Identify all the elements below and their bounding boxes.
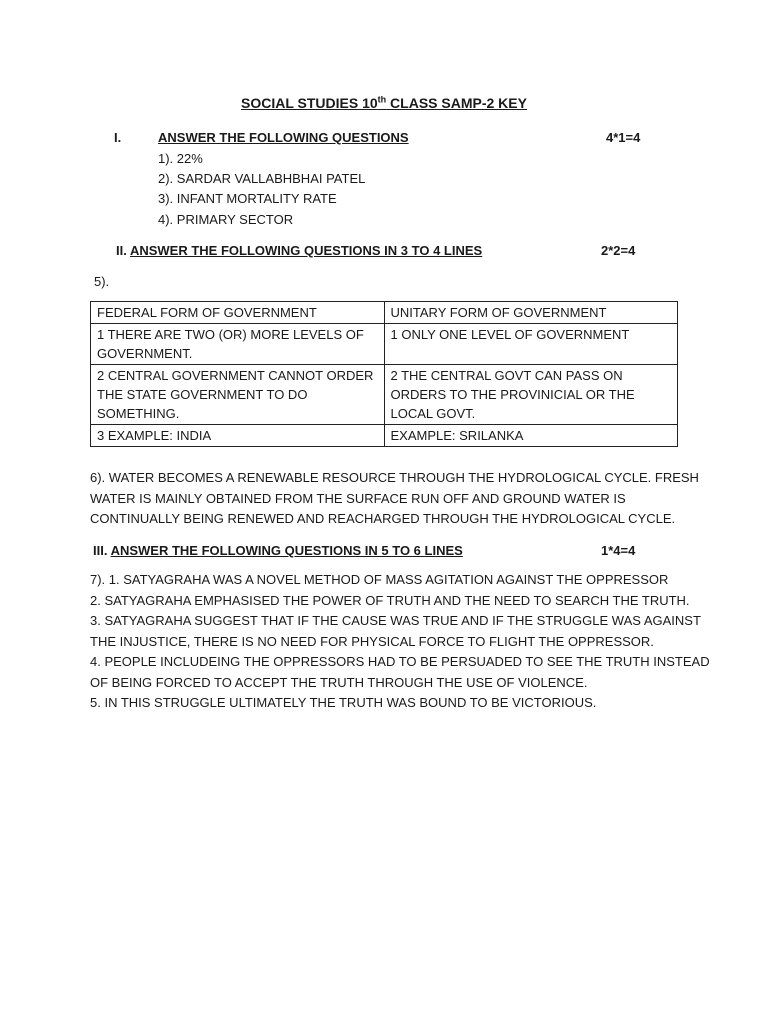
question-5-label: 5). <box>94 274 110 289</box>
section2-numeral: II. <box>116 243 130 258</box>
table-cell: EXAMPLE: SRILANKA <box>384 425 678 447</box>
section2-heading-text: ANSWER THE FOLLOWING QUESTIONS IN 3 TO 4 LINES <box>129 243 483 258</box>
section3-numeral: III. <box>93 543 111 558</box>
question-6-answer <box>90 468 699 530</box>
section2-marks: 2*2=4 <box>601 243 636 258</box>
table-cell: 1 ONLY ONE LEVEL OF GOVERNMENT <box>384 324 678 365</box>
paragraph-line: 7). 1. SATYAGRAHA WAS A NOVEL METHOD OF MASS AGITATION AGAINST THE OPPRESSOR <box>90 572 669 587</box>
table-cell: 1 THERE ARE TWO (OR) MORE LEVELS OF GOVERNMENT. <box>91 324 385 365</box>
section3-heading <box>93 543 463 558</box>
table-cell: 2 THE CENTRAL GOVT CAN PASS ON ORDERS TO THE PROVINICIAL OR THE LOCAL GOVT. <box>384 365 678 425</box>
paragraph-line: 5. IN THIS STRUGGLE ULTIMATELY THE TRUTH WAS BOUND TO BE VICTORIOUS. <box>90 695 597 710</box>
title-suffix: CLASS SAMP-2 KEY <box>386 94 527 111</box>
paragraph-line: THE INJUSTICE, THERE IS NO NEED FOR PHYSICAL FORCE TO FLIGHT THE OPPRESSOR. <box>90 633 654 649</box>
table-header-row <box>91 302 678 324</box>
table-cell: 3 EXAMPLE: INDIA <box>91 425 385 447</box>
paragraph-line: 2. SATYAGRAHA EMPHASISED THE POWER OF TRUTH AND THE NEED TO SEARCH THE TRUTH. <box>90 592 690 608</box>
paragraph-line: 6). WATER BECOMES A RENEWABLE RESOURCE THROUGH THE HYDROLOGICAL CYCLE. FRESH <box>90 470 699 485</box>
title-superscript: th <box>377 94 387 104</box>
table-cell: 2 CENTRAL GOVERNMENT CANNOT ORDER THE STATE GOVERNMENT TO DO SOMETHING. <box>91 365 385 425</box>
table-header-cell: UNITARY FORM OF GOVERNMENT <box>384 302 678 324</box>
section1-marks: 4*1=4 <box>606 130 641 145</box>
section1-numeral: I. <box>114 130 122 145</box>
answer-item: 1). 22% <box>158 151 203 166</box>
section3-marks: 1*4=4 <box>601 543 636 558</box>
title-prefix: SOCIAL STUDIES 10 <box>241 94 378 111</box>
section3-heading-text: ANSWER THE FOLLOWING QUESTIONS IN 5 TO 6 LINES <box>110 543 463 558</box>
section1-heading <box>158 130 409 145</box>
answer-item: 3). INFANT MORTALITY RATE <box>158 191 337 206</box>
government-comparison-table <box>90 301 678 447</box>
answer-item: 4). PRIMARY SECTOR <box>158 212 294 227</box>
paragraph-line: OF BEING FORCED TO ACCEPT THE TRUTH THROUGH THE USE OF VIOLENCE. <box>90 674 588 690</box>
table-row <box>91 365 678 425</box>
question-7-answer <box>90 570 710 714</box>
section2-heading <box>116 243 482 258</box>
paragraph-line: 3. SATYAGRAHA SUGGEST THAT IF THE CAUSE WAS TRUE AND IF THE STRUGGLE WAS AGAINST <box>90 613 701 628</box>
paragraph-line: 4. PEOPLE INCLUDEING THE OPPRESSORS HAD TO BE PERSUADED TO SEE THE TRUTH INSTEAD <box>90 654 710 669</box>
paragraph-line: WATER IS MAINLY OBTAINED FROM THE SURFACE RUN OFF AND GROUND WATER IS <box>90 490 626 506</box>
table-row <box>91 425 678 447</box>
paragraph-line: CONTINUALLY BEING RENEWED AND REACHARGED THROUGH THE HYDROLOGICAL CYCLE. <box>90 511 676 526</box>
table-row <box>91 324 678 365</box>
answer-item: 2). SARDAR VALLABHBHAI PATEL <box>158 171 366 186</box>
section1-heading-text: ANSWER THE FOLLOWING QUESTIONS <box>158 130 409 145</box>
table-header-cell: FEDERAL FORM OF GOVERNMENT <box>91 302 385 324</box>
page-title <box>0 94 768 111</box>
